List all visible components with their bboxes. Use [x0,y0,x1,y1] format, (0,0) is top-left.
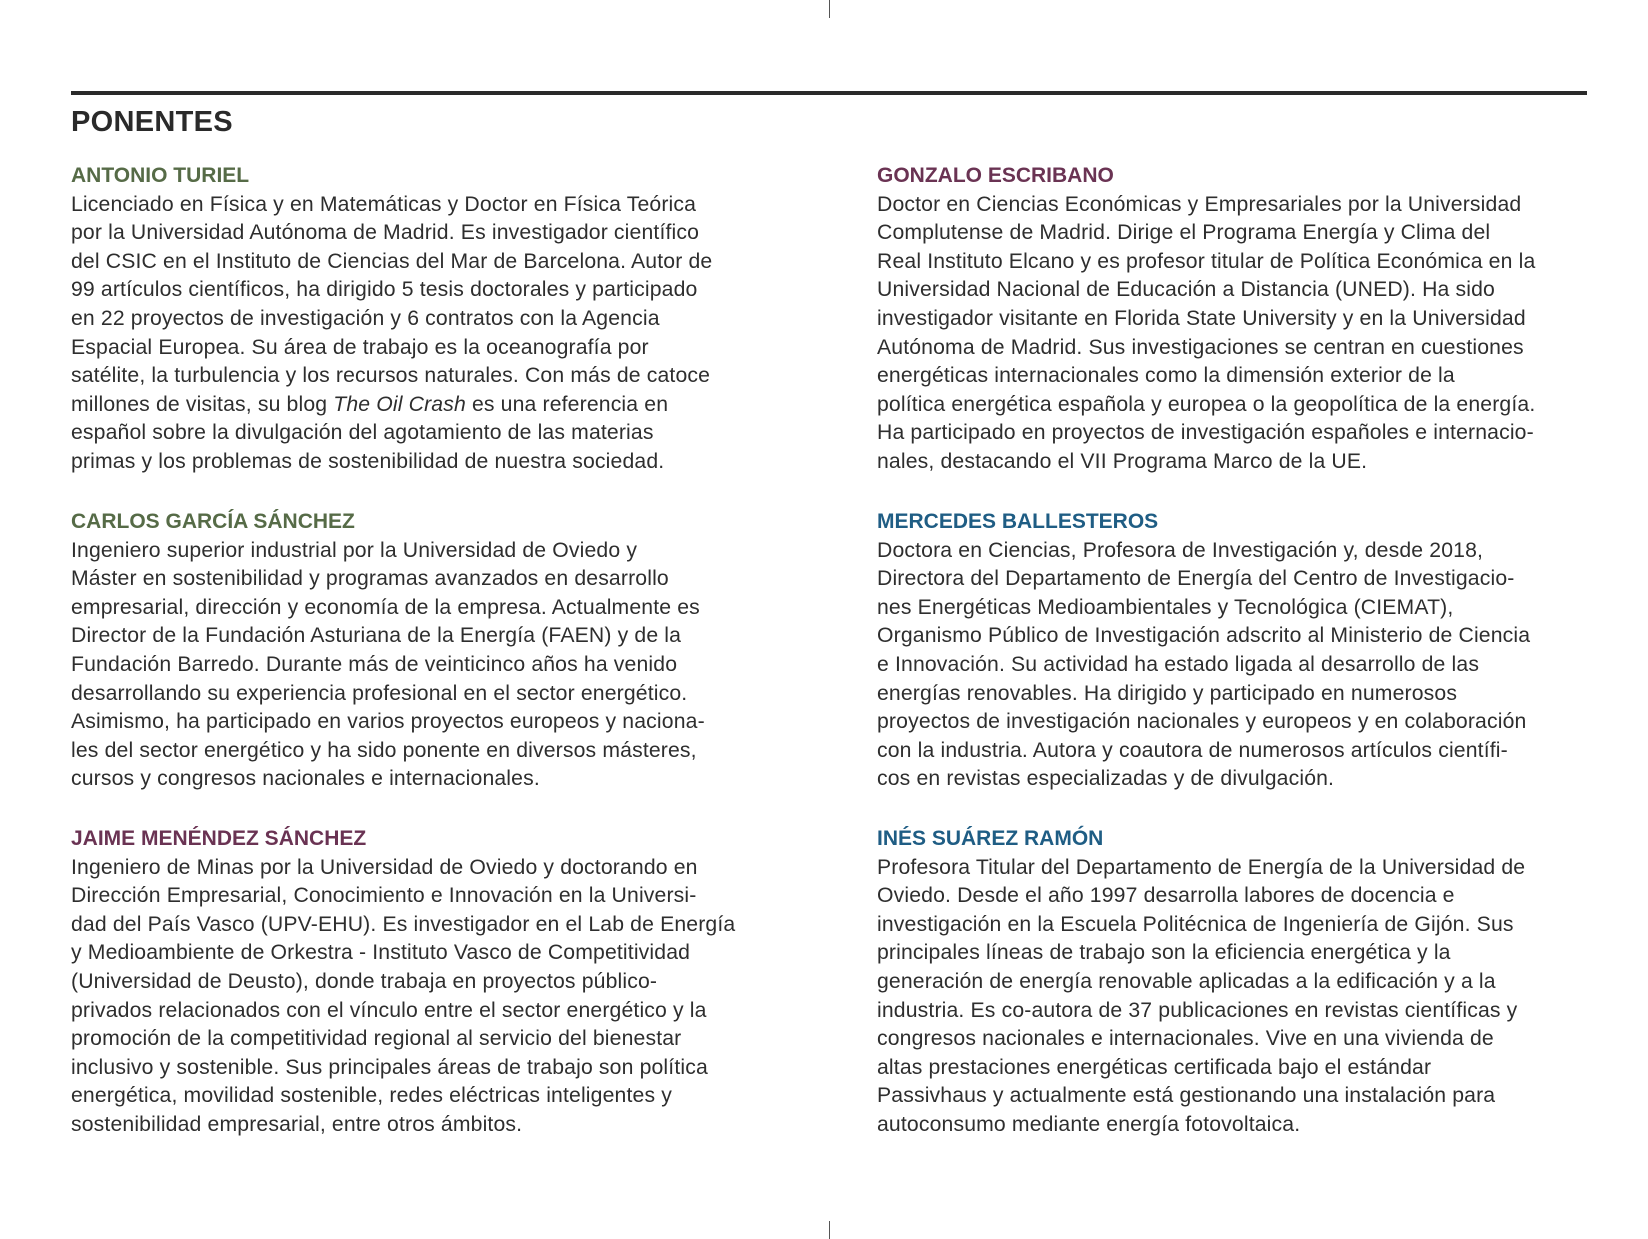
bio-line: e Innovación. Su actividad ha estado ligada al desarrollo de las [877,652,1480,676]
bio-line: energéticas internacionales como la dimensión exterior de la [877,364,1455,388]
bio-line: en 22 proyectos de investigación y 6 contratos con la Agencia [71,306,660,330]
bio-line: Máster en sostenibilidad y programas avanzados en desarrollo [71,567,669,591]
top-rule [71,91,1587,95]
bio-line: Real Instituto Elcano y es profesor titular de Política Económica en la [877,249,1536,273]
speaker-name: CARLOS GARCÍA SÁNCHEZ [71,510,355,533]
crop-mark-bottom [829,1221,830,1239]
bio-line: satélite, la turbulencia y los recursos naturales. Con más de catoce [71,364,711,388]
bio-line: cursos y congresos nacionales e internacionales. [71,767,540,791]
bio-line: industria. Es co-autora de 37 publicaciones en revistas científicas y [877,998,1518,1022]
bio-line: Licenciado en Física y en Matemáticas y Doctor en Física Teórica [71,192,697,216]
bio-line: primas y los problemas de sostenibilidad de nuestra sociedad. [71,449,665,473]
bio-line: privados relacionados con el vínculo entre el sector energético y la [71,998,707,1022]
bio-line: millones de visitas, su blog The Oil Crash es una referencia en [71,392,669,416]
bio-line: Profesora Titular del Departamento de Energía de la Universidad de [877,855,1526,879]
bio-line: Doctor en Ciencias Económicas y Empresariales por la Universidad [877,192,1522,216]
bio-line: Espacial Europea. Su área de trabajo es la oceanografía por [71,335,649,359]
bio-line: cos en revistas especializadas y de divulgación. [877,767,1335,791]
speaker-bio [877,825,1617,1140]
bio-line: nales, destacando el VII Programa Marco de la UE. [877,449,1368,473]
bio-line: energías renovables. Ha dirigido y participado en numerosos [877,681,1458,705]
bio-line: Organismo Público de Investigación adscrito al Ministerio de Ciencia [877,624,1531,648]
bio-line: Fundación Barredo. Durante más de veinticinco años ha venido [71,652,678,676]
bio-line: Ingeniero superior industrial por la Universidad de Oviedo y [71,538,638,562]
bio-line: por la Universidad Autónoma de Madrid. Es investigador científico [71,221,700,245]
speaker-name: GONZALO ESCRIBANO [877,164,1114,187]
bio-line: con la industria. Autora y coautora de numerosos artículos científi- [877,738,1508,762]
speaker-name: INÉS SUÁREZ RAMÓN [877,827,1104,850]
bio-line: proyectos de investigación nacionales y europeos y en colaboración [877,710,1527,734]
crop-mark-top [829,0,830,18]
bio-line: investigación en la Escuela Politécnica de Ingeniería de Gijón. Sus [877,912,1514,936]
bio-line: altas prestaciones energéticas certificada bajo el estándar [877,1055,1432,1079]
bio-line: Passivhaus y actualmente está gestionando una instalación para [877,1084,1496,1108]
bio-line: investigador visitante en Florida State University y en la Universidad [877,306,1526,330]
bio-line: energética, movilidad sostenible, redes eléctricas inteligentes y [71,1084,672,1108]
speaker-bio [877,508,1617,794]
speaker-name: JAIME MENÉNDEZ SÁNCHEZ [71,827,367,850]
bio-line: inclusivo y sostenible. Sus principales áreas de trabajo son política [71,1055,708,1079]
bio-line: principales líneas de trabajo son la eficiencia energética y la [877,941,1451,965]
bio-line: generación de energía renovable aplicadas a la edificación y a la [877,969,1496,993]
bio-line: Ingeniero de Minas por la Universidad de Oviedo y doctorando en [71,855,698,879]
speaker-bio [71,508,811,794]
bio-line: Doctora en Ciencias, Profesora de Investigación y, desde 2018, [877,538,1484,562]
bio-line: y Medioambiente de Orkestra - Instituto Vasco de Competitividad [71,941,691,965]
bio-line: empresarial, dirección y economía de la empresa. Actualmente es [71,595,700,619]
bio-line: (Universidad de Deusto), donde trabaja en proyectos público- [71,969,658,993]
bio-line: sostenibilidad empresarial, entre otros ámbitos. [71,1112,523,1136]
bio-line: Dirección Empresarial, Conocimiento e Innovación en la Universi- [71,884,697,908]
bio-line: les del sector energético y ha sido ponente en diversos másteres, [71,738,697,762]
bio-line: autoconsumo mediante energía fotovoltaica. [877,1112,1301,1136]
bio-line: Director de la Fundación Asturiana de la Energía (FAEN) y de la [71,624,682,648]
speaker-name: MERCEDES BALLESTEROS [877,510,1159,533]
bio-line: Complutense de Madrid. Dirige el Programa Energía y Clima del [877,221,1491,245]
bio-line: política energética española y europea o la geopolítica de la energía. [877,392,1536,416]
page-title: PONENTES [71,106,233,138]
bio-line: Universidad Nacional de Educación a Distancia (UNED). Ha sido [877,278,1495,302]
bio-line: Autónoma de Madrid. Sus investigaciones se centran en cuestiones [877,335,1524,359]
bio-line: español sobre la divulgación del agotamiento de las materias [71,421,654,445]
bio-line: dad del País Vasco (UPV-EHU). Es investigador en el Lab de Energía [71,912,736,936]
speaker-bio [877,162,1617,477]
bio-line: congresos nacionales e internacionales. Vive en una vivienda de [877,1027,1494,1051]
blog-title: The Oil Crash [333,392,466,416]
speaker-bio [71,825,811,1140]
bio-line: Directora del Departamento de Energía del Centro de Investigacio- [877,567,1515,591]
speaker-name: ANTONIO TURIEL [71,164,250,187]
bio-line: Ha participado en proyectos de investigación españoles e internacio- [877,421,1534,445]
speaker-bio [71,162,811,477]
bio-line: desarrollando su experiencia profesional en el sector energético. [71,681,688,705]
bio-line: nes Energéticas Medioambientales y Tecnológica (CIEMAT), [877,595,1454,619]
bio-line: del CSIC en el Instituto de Ciencias del Mar de Barcelona. Autor de [71,249,713,273]
bio-line: Asimismo, ha participado en varios proyectos europeos y naciona- [71,710,705,734]
bio-line: promoción de la competitividad regional al servicio del bienestar [71,1027,682,1051]
bio-line: Oviedo. Desde el año 1997 desarrolla labores de docencia e [877,884,1455,908]
bio-line: 99 artículos científicos, ha dirigido 5 tesis doctorales y participado [71,278,698,302]
